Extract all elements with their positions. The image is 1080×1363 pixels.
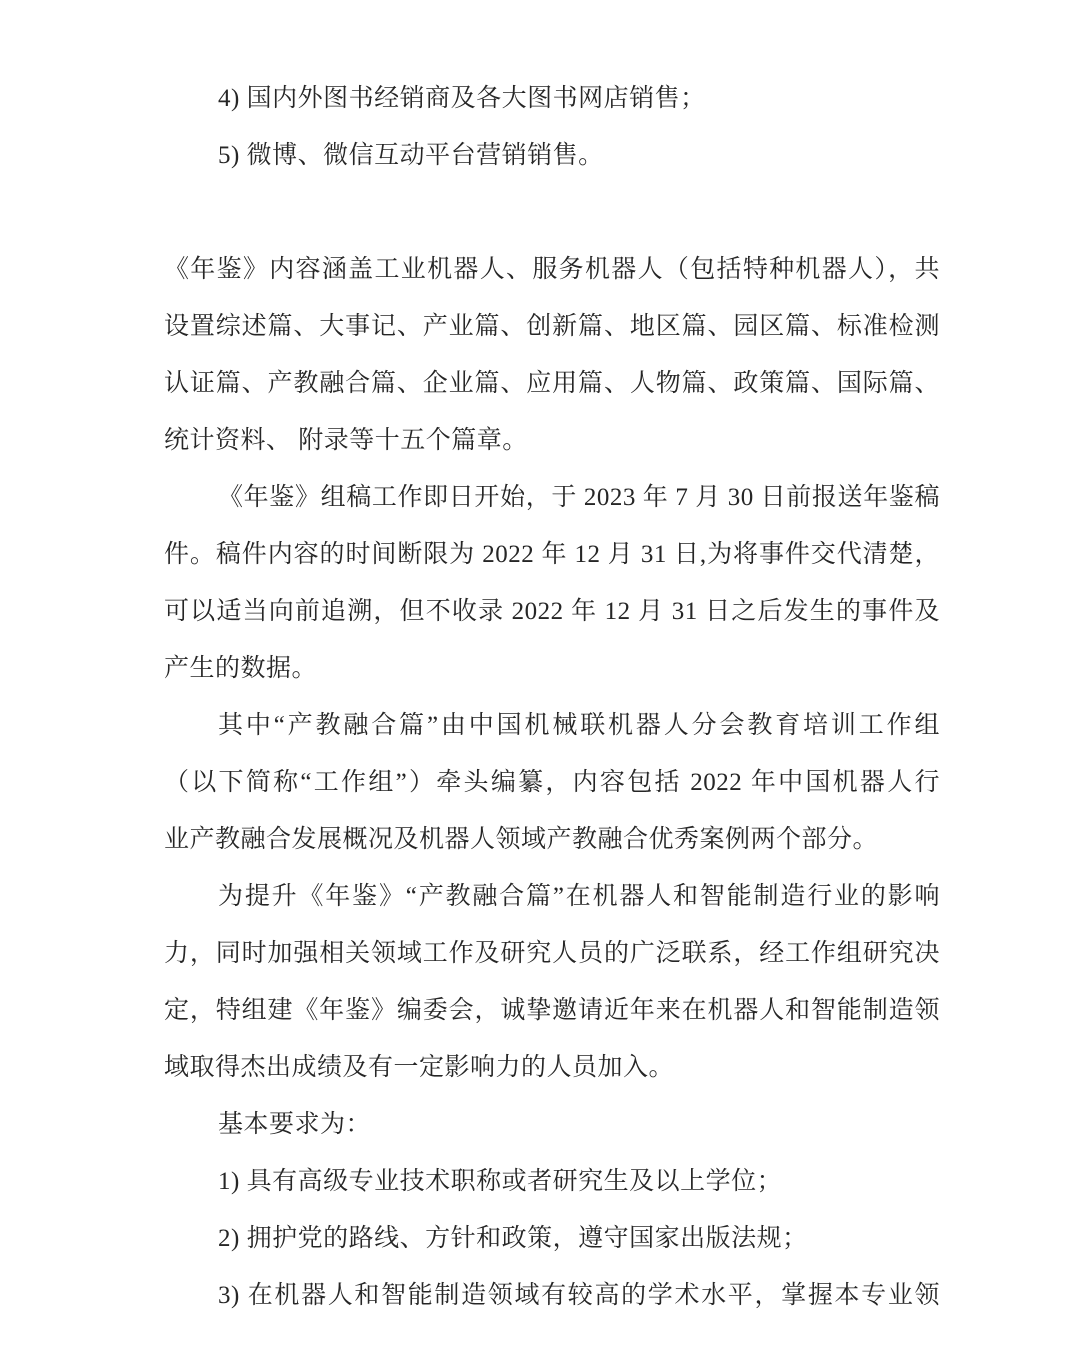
- paragraph-line: 设置综述篇、大事记、产业篇、创新篇、地区篇、园区篇、标准检测: [164, 313, 940, 340]
- paragraph-line: 其中“产教融合篇”由中国机械联机器人分会教育培训工作组: [218, 712, 940, 739]
- paragraph-line: 产生的数据。: [164, 655, 318, 682]
- paragraph-line: 件。稿件内容的时间断限为 2022 年 12 月 31 日,为将事件交代清楚，: [164, 541, 940, 568]
- sales-channel-item-4: 4) 国内外图书经销商及各大图书网店销售；: [218, 85, 706, 112]
- paragraph-line: 可以适当向前追溯，但不收录 2022 年 12 月 31 日之后发生的事件及: [164, 598, 940, 625]
- requirements-heading: 基本要求为：: [218, 1111, 372, 1138]
- paragraph-line: 力，同时加强相关领域工作及研究人员的广泛联系，经工作组研究决: [164, 940, 940, 967]
- paragraph-line: 业产教融合发展概况及机器人领域产教融合优秀案例两个部分。: [164, 826, 879, 853]
- paragraph-line: 统计资料、 附录等十五个篇章。: [164, 427, 528, 454]
- paragraph-line: 定，特组建《年鉴》编委会，诚挚邀请近年来在机器人和智能制造领: [164, 997, 940, 1024]
- sales-channel-item-5: 5) 微博、微信互动平台营销销售。: [218, 142, 604, 169]
- paragraph-line: 《年鉴》组稿工作即日开始，于 2023 年 7 月 30 日前报送年鉴稿: [218, 484, 940, 511]
- paragraph-line: （以下简称“工作组”）牵头编纂，内容包括 2022 年中国机器人行: [164, 769, 940, 796]
- requirement-item-1: 1) 具有高级专业技术职称或者研究生及以上学位；: [218, 1168, 783, 1195]
- requirement-item-2: 2) 拥护党的路线、方针和政策，遵守国家出版法规；: [218, 1225, 808, 1252]
- paragraph-line: 为提升《年鉴》“产教融合篇”在机器人和智能制造行业的影响: [218, 883, 940, 910]
- paragraph-line: 认证篇、产教融合篇、企业篇、应用篇、人物篇、政策篇、国际篇、: [164, 370, 940, 397]
- paragraph-line: 《年鉴》内容涵盖工业机器人、服务机器人（包括特种机器人），共: [164, 256, 940, 283]
- paragraph-line: 域取得杰出成绩及有一定影响力的人员加入。: [164, 1054, 675, 1081]
- requirement-item-3: 3) 在机器人和智能制造领域有较高的学术水平，掌握本专业领: [218, 1282, 940, 1309]
